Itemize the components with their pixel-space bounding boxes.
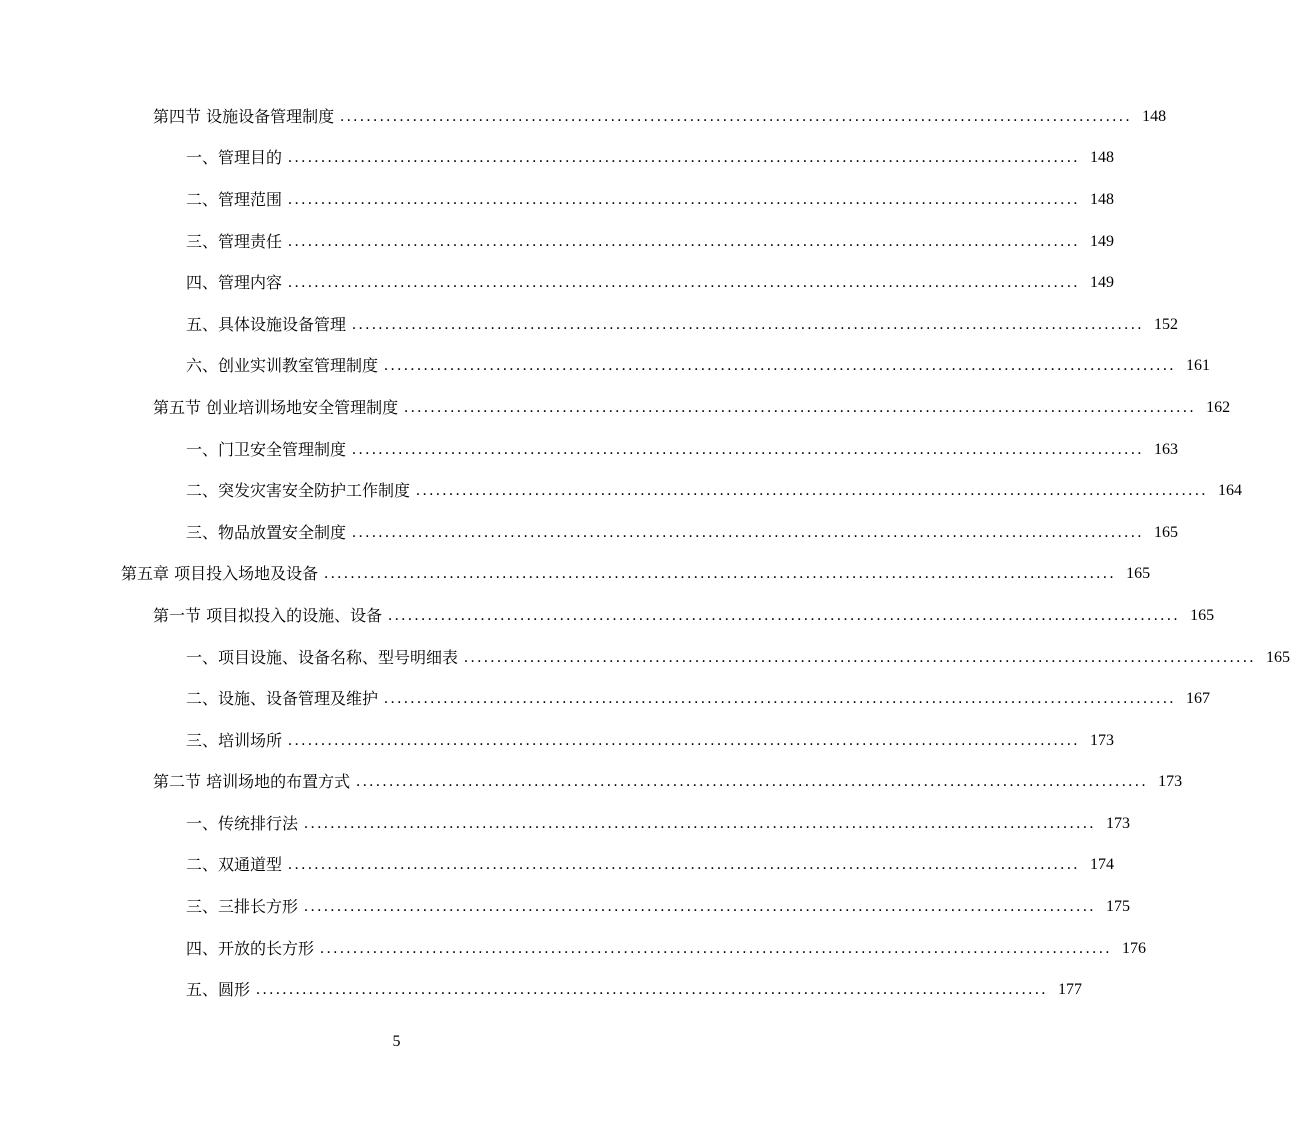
toc-entry[interactable] [0,886,1131,928]
toc-entry[interactable] [0,803,1131,845]
toc-entry-title: 第二节 培训场地的布置方式 [153,772,351,792]
toc-entry-page: 165 [1266,648,1290,666]
toc-entry-title: 五、具体设施设备管理 [186,314,347,334]
toc-entry-page: 149 [1090,274,1115,292]
toc-entry[interactable] [0,554,1151,596]
table-of-contents [0,96,1290,1011]
toc-dot-leader: ........................................................................................................................ [288,731,1081,749]
toc-entry-page: 173 [1106,814,1131,832]
toc-entry[interactable] [0,346,1211,388]
toc-entry[interactable] [0,928,1147,970]
toc-entry[interactable] [0,96,1167,138]
toc-entry-title: 二、双通道型 [186,855,283,875]
toc-dot-leader: ........................................................................................................................ [404,398,1197,416]
toc-entry-title: 一、门卫安全管理制度 [186,439,347,459]
toc-entry[interactable] [0,470,1243,512]
toc-entry-title: 二、管理范围 [186,189,283,209]
toc-dot-leader: ........................................................................................................................ [388,606,1181,624]
toc-entry-title: 第四节 设施设备管理制度 [153,106,335,126]
toc-entry-page: 173 [1158,773,1183,791]
toc-entry-title: 一、管理目的 [186,148,283,168]
toc-dot-leader: ........................................................................................................................ [356,773,1149,791]
toc-entry[interactable] [0,221,1115,263]
toc-entry[interactable] [0,179,1115,221]
toc-entry-title: 一、项目设施、设备名称、型号明细表 [186,647,459,667]
toc-entry[interactable] [0,512,1179,554]
toc-dot-leader: ........................................................................................................................ [352,523,1145,541]
toc-entry-page: 165 [1126,565,1151,583]
toc-entry-page: 176 [1122,939,1147,957]
toc-entry[interactable] [0,595,1215,637]
toc-entry[interactable] [0,678,1211,720]
toc-dot-leader: ........................................................................................................................ [288,149,1081,167]
toc-entry[interactable] [0,429,1179,471]
toc-entry-title: 第一节 项目拟投入的设施、设备 [153,605,383,625]
toc-entry-page: 163 [1154,440,1179,458]
toc-entry-page: 149 [1090,232,1115,250]
toc-entry-title: 三、管理责任 [186,231,283,251]
toc-entry-title: 第五章 项目投入场地及设备 [121,564,319,584]
toc-entry-title: 二、设施、设备管理及维护 [186,689,379,709]
toc-entry[interactable] [0,720,1115,762]
toc-entry[interactable] [0,138,1115,180]
toc-entry-title: 一、传统排行法 [186,813,299,833]
toc-entry[interactable] [0,845,1115,887]
toc-entry-page: 148 [1142,107,1167,125]
toc-entry-title: 三、三排长方形 [186,897,299,917]
toc-dot-leader: ........................................................................................................................ [324,565,1117,583]
toc-entry-page: 173 [1090,731,1115,749]
toc-dot-leader: ........................................................................................................................ [288,190,1081,208]
toc-dot-leader: ........................................................................................................................ [304,814,1097,832]
toc-dot-leader: ........................................................................................................................ [256,981,1049,999]
toc-dot-leader: ........................................................................................................................ [464,648,1257,666]
toc-entry-page: 167 [1186,690,1211,708]
toc-entry-page: 177 [1058,981,1083,999]
toc-entry-page: 148 [1090,149,1115,167]
toc-dot-leader: ........................................................................................................................ [304,898,1097,916]
toc-dot-leader: ........................................................................................................................ [352,315,1145,333]
toc-entry[interactable] [0,762,1183,804]
toc-entry[interactable] [0,969,1083,1011]
toc-entry-page: 148 [1090,190,1115,208]
toc-entry-page: 175 [1106,898,1131,916]
toc-dot-leader: ........................................................................................................................ [352,440,1145,458]
toc-entry-title: 三、物品放置安全制度 [186,522,347,542]
toc-entry[interactable] [0,387,1231,429]
toc-entry-page: 174 [1090,856,1115,874]
toc-dot-leader: ........................................................................................................................ [416,482,1209,500]
toc-dot-leader: ........................................................................................................................ [340,107,1133,125]
toc-entry-title: 六、创业实训教室管理制度 [186,356,379,376]
toc-entry-page: 152 [1154,315,1179,333]
toc-entry-page: 165 [1154,523,1179,541]
toc-entry-page: 164 [1218,482,1243,500]
toc-dot-leader: ........................................................................................................................ [288,274,1081,292]
toc-dot-leader: ........................................................................................................................ [384,690,1177,708]
toc-entry-title: 三、培训场所 [186,730,283,750]
toc-entry-page: 165 [1190,606,1215,624]
toc-entry[interactable] [0,304,1179,346]
toc-entry[interactable] [0,637,1290,679]
toc-entry-title: 第五节 创业培训场地安全管理制度 [153,397,399,417]
toc-entry-page: 162 [1206,398,1231,416]
page-number: 5 [392,1033,401,1050]
toc-entry[interactable] [0,262,1115,304]
toc-entry-title: 二、突发灾害安全防护工作制度 [186,481,411,501]
toc-dot-leader: ........................................................................................................................ [320,939,1113,957]
toc-entry-title: 四、开放的长方形 [186,938,315,958]
toc-entry-page: 161 [1186,357,1211,375]
toc-entry-title: 五、圆形 [186,980,251,1000]
toc-entry-title: 四、管理内容 [186,273,283,293]
toc-dot-leader: ........................................................................................................................ [384,357,1177,375]
toc-dot-leader: ........................................................................................................................ [288,232,1081,250]
toc-dot-leader: ........................................................................................................................ [288,856,1081,874]
